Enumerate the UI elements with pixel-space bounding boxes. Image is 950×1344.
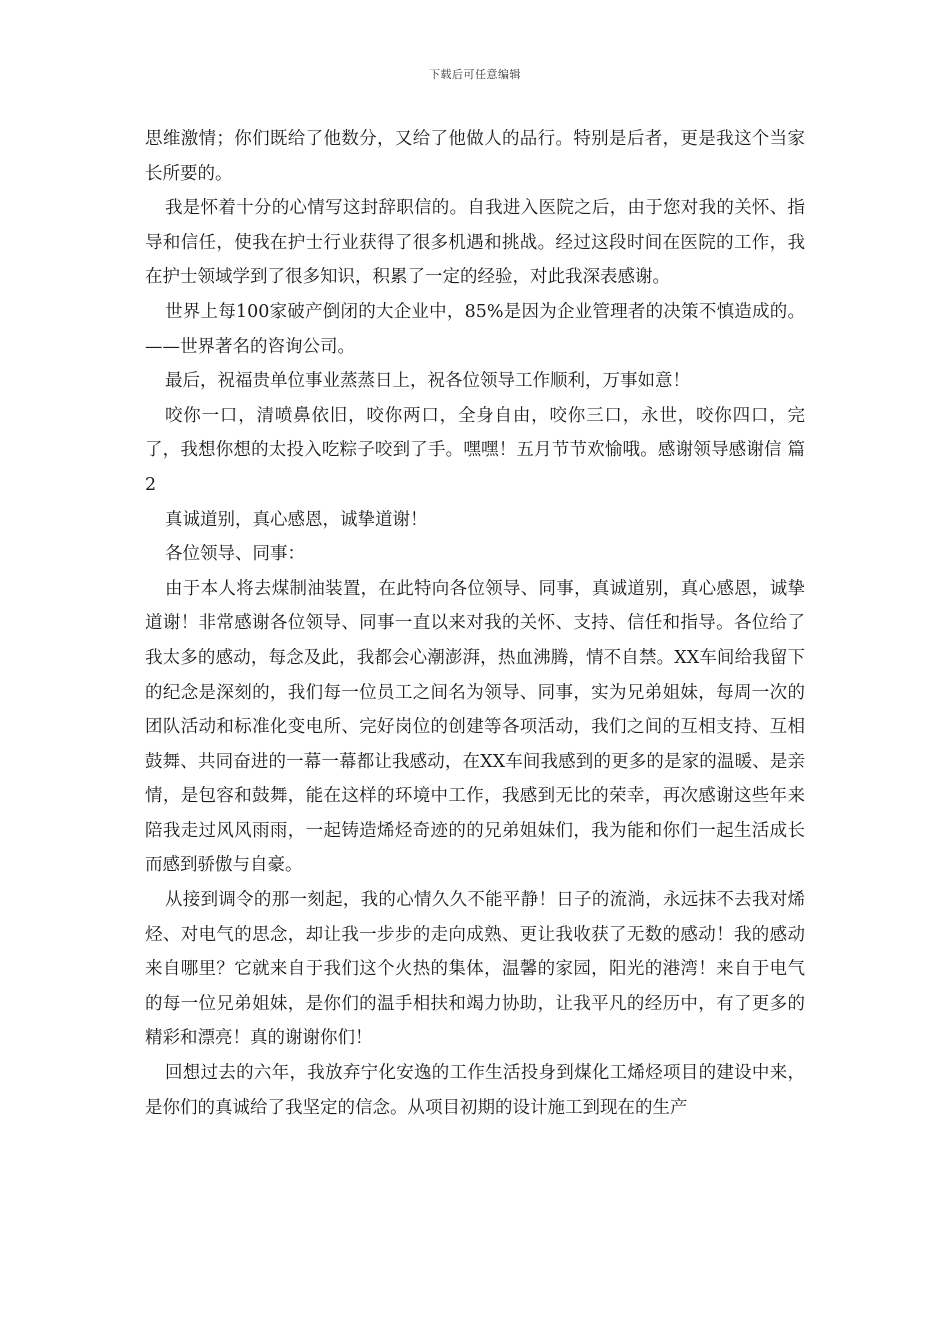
paragraph-8: 由于本人将去煤制油装置，在此特向各位领导、同事，真诚道别，真心感恩，诚挚道谢！非常感谢各位领导、同事一直以来对我的关怀、支持、信任和指导。各位给了我太多的感动，每念及此，我都会心潮澎湃，热血沸腾，情不自禁。XX车间给我留下的纪念是深刻的，我们每一位员工之间名为领导、同事，实为兄弟姐妹，每周一次的团队活动和标准化变电所、完好岗位的创建等各项活动，我们之间的互相支持、互相鼓舞、共同奋进的一幕一幕都让我感动，在XX车间我感到的更多的是家的温暖、是亲情，是包容和鼓舞，能在这样的环境中工作，我感到无比的荣幸，再次感谢这些年来陪我走过风风雨雨，一起铸造烯烃奇迹的的兄弟姐妹们，我为能和你们一起生活成长而感到骄傲与自豪。 bbox=[145, 578, 805, 876]
document-body bbox=[145, 122, 805, 1125]
paragraph-7: 各位领导、同事： bbox=[165, 544, 305, 565]
paragraph-5: 咬你一口，清喷鼻依旧，咬你两口，全身自由，咬你三口，永世，咬你四口，完了，我想你想的太投入吃粽子咬到了手。嘿嘿！五月节节欢愉哦。感谢领导感谢信 篇2 bbox=[145, 405, 805, 495]
paragraph-10: 回想过去的六年，我放弃宁化安逸的工作生活投身到煤化工烯烃项目的建设中来，是你们的真诚给了我坚定的信念。从项目初期的设计施工到现在的生产 bbox=[145, 1063, 805, 1118]
paragraph-1: 思维激情；你们既给了他数分，又给了他做人的品行。特别是后者，更是我这个当家长所要的。 bbox=[145, 129, 805, 184]
paragraph-4: 最后，祝福贵单位事业蒸蒸日上，祝各位领导工作顺利，万事如意！ bbox=[165, 371, 690, 392]
paragraph-9: 从接到调令的那一刻起，我的心情久久不能平静！日子的流淌，永远抹不去我对烯烃、对电气的思念，却让我一步步的走向成熟、更让我收获了无数的感动！我的感动来自哪里？它就来自于我们这个火热的集体，温馨的家园，阳光的港湾！来自于电气的每一位兄弟姐妹，是你们的温手相扶和竭力协助，让我平凡的经历中，有了更多的精彩和漂亮！真的谢谢你们！ bbox=[145, 890, 805, 1049]
header-note: 下载后可任意编辑 bbox=[429, 68, 521, 81]
paragraph-3: 世界上每100家破产倒闭的大企业中，85%是因为企业管理者的决策不慎造成的。——世界著名的咨询公司。 bbox=[145, 301, 805, 357]
paragraph-2: 我是怀着十分的心情写这封辞职信的。自我进入医院之后，由于您对我的关怀、指导和信任，使我在护士行业获得了很多机遇和挑战。经过这段时间在医院的工作，我在护士领域学到了很多知识，积累了一定的经验，对此我深表感谢。 bbox=[145, 198, 805, 288]
paragraph-6: 真诚道别，真心感恩，诚挚道谢！ bbox=[165, 509, 428, 530]
